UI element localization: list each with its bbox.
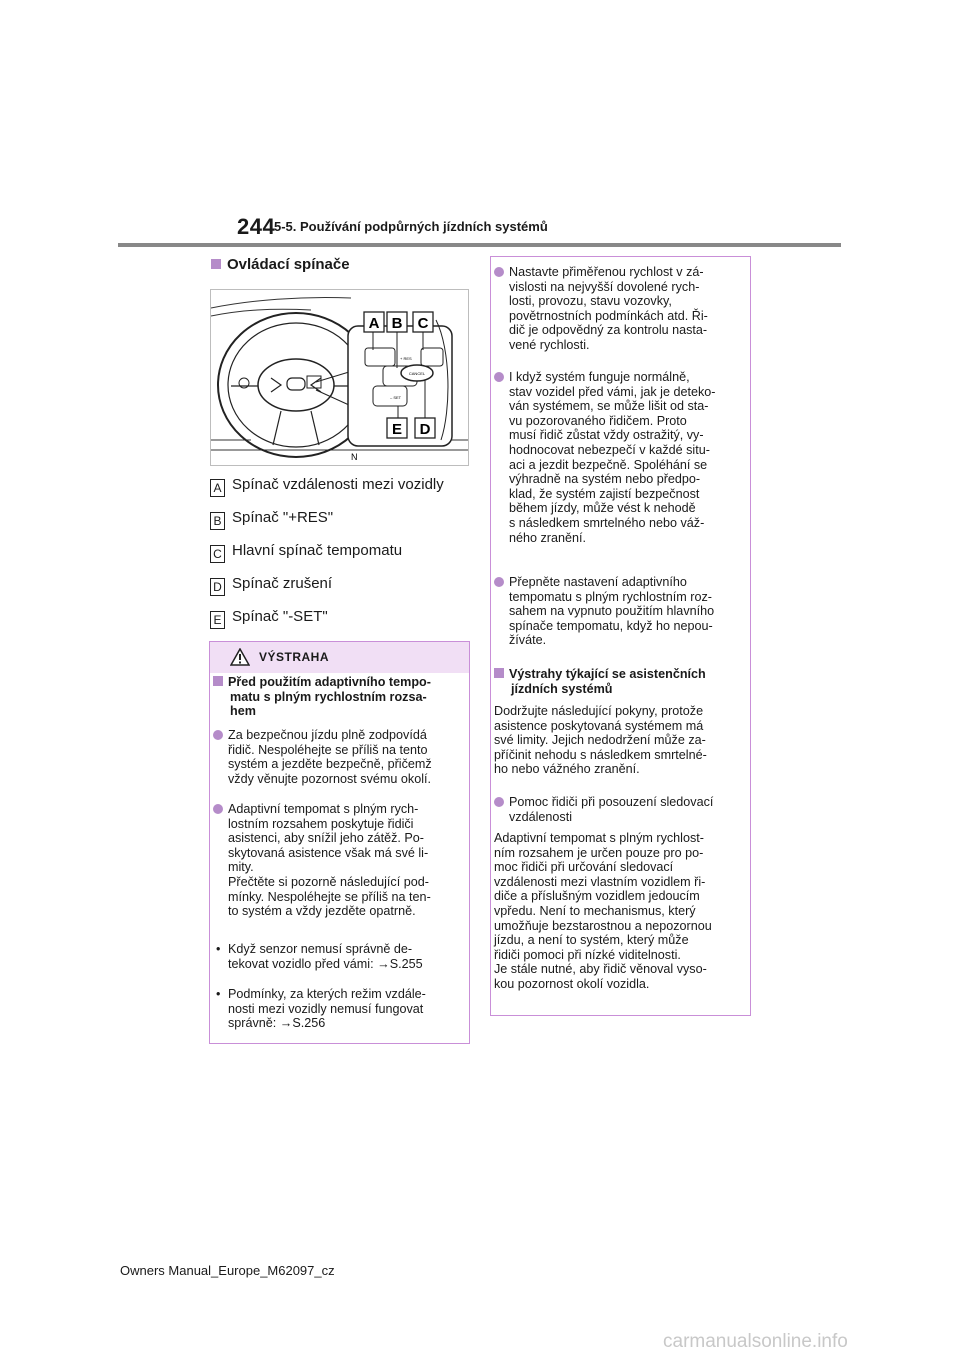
callout-a: A — [368, 315, 380, 332]
round-bullet-icon — [494, 372, 504, 382]
line: Adaptivní tempomat s plným rych- — [228, 802, 419, 816]
square-bullet-icon — [213, 676, 223, 686]
line: řidič. Nespoléhejte se příliš na tento — [228, 742, 428, 757]
line: skytovaná asistence však má své li- — [228, 845, 429, 860]
legend-item-e — [210, 608, 328, 629]
line: I když systém funguje normálně, — [509, 370, 690, 384]
line: Přepněte nastavení adaptivního — [509, 575, 687, 589]
right-bullet-2 — [494, 370, 716, 545]
line: systém a jezděte bezpečně, přičemž — [228, 757, 432, 772]
line: žíváte. — [509, 633, 547, 648]
legend-text: Spínač vzdálenosti mezi vozidly — [232, 476, 444, 493]
line: ván systémem, se může lišit od sta- — [509, 399, 709, 414]
round-bullet-icon — [494, 577, 504, 587]
round-bullet-icon — [213, 730, 223, 740]
right-bullet-3 — [494, 575, 714, 648]
line: vzdálenosti mezi vlastním vozidlem ři- — [494, 874, 706, 889]
line: vené rychlosti. — [509, 337, 590, 352]
line: povětrnostních podmínkách atd. Ři- — [509, 308, 708, 323]
legend-key: D — [210, 578, 225, 596]
page-number: 244 — [237, 214, 276, 239]
line: mínky. Nespoléhejte se příliš na ten- — [228, 889, 431, 904]
section-heading — [211, 256, 350, 273]
warning-subheading — [213, 675, 431, 719]
line: stav vozidel před vámi, jak je deteko- — [509, 384, 716, 399]
line: řidiči pomoci při nízké viditelnosti. — [494, 947, 681, 962]
header-rule — [118, 243, 841, 247]
legend-text: Spínač "+RES" — [232, 509, 334, 526]
right-bullet-1 — [494, 265, 708, 353]
line: Když senzor nemusí správně de- — [228, 942, 413, 956]
line: tekovat vozidlo před vámi: →S.255 — [228, 956, 423, 971]
line: vzdálenosti — [509, 809, 573, 824]
line: spínače tempomatu, když ho nepou- — [509, 618, 713, 633]
legend-item-c — [210, 542, 402, 563]
line: Nastavte přiměřenou rychlost v zá- — [509, 265, 704, 279]
line: jízdních systémů — [511, 681, 613, 696]
legend-text: Spínač "-SET" — [232, 608, 328, 625]
line: Pomoc řidiči při posouzení sledovací — [509, 795, 714, 809]
warning-subitem-2 — [213, 987, 426, 1031]
legend-item-a — [210, 476, 444, 497]
legend-key: B — [210, 512, 225, 530]
line: tempomatu s plným rychlostním roz- — [509, 589, 712, 604]
figure-code: N — [351, 452, 358, 462]
line: diče a příslušným vozidlem jedoucím — [494, 889, 700, 904]
line: Adaptivní tempomat s plným rychlost- — [494, 831, 704, 845]
warning-bullet-1 — [213, 728, 432, 786]
line: matu s plným rychlostním rozsa- — [230, 689, 427, 704]
line: Dodržujte následující pokyny, protože — [494, 704, 704, 718]
line: správně: →S.256 — [228, 1016, 326, 1031]
line: asistenci, aby snížil jeho zátěž. Po- — [228, 831, 424, 846]
warning-triangle-icon — [230, 648, 250, 666]
steering-wheel-illustration — [211, 290, 468, 465]
warning-box — [209, 641, 470, 1044]
warning-bullet-2 — [213, 802, 431, 919]
line: mity. — [228, 860, 254, 875]
line: hodnocovat nebezpečí v každé situ- — [509, 442, 710, 457]
line: Před použitím adaptivního tempo- — [228, 675, 431, 689]
line: moc řidiči při určování sledovací — [494, 860, 674, 875]
heading-text: Ovládací spínače — [227, 256, 350, 273]
line: asistence poskytovaná systémem má — [494, 718, 704, 733]
line: klad, že systém zajistí bezpečnost — [509, 486, 700, 501]
legend-text: Spínač zrušení — [232, 575, 333, 592]
line: lostním rozsahem poskytuje řidiči — [228, 816, 414, 831]
line: ho nebo vážného zranění. — [494, 762, 640, 777]
line: ného zranění. — [509, 530, 587, 545]
right-subheading — [494, 667, 706, 696]
line: aci a jezdit bezpečně. Spoléhání se — [509, 457, 708, 472]
line: příčinit nehodu s následkem smrtelné- — [494, 747, 707, 762]
callout-e: E — [391, 421, 403, 438]
warning-header — [210, 642, 469, 673]
line: vu pozorovaného řidičem. Proto — [509, 413, 687, 428]
callout-c: C — [417, 315, 429, 332]
line: s následkem smrtelného nebo váž- — [509, 515, 705, 530]
footer-text: Owners Manual_Europe_M62097_cz — [120, 1263, 335, 1278]
round-bullet-icon — [494, 267, 504, 277]
callout-d: D — [419, 421, 431, 438]
legend-item-d — [210, 575, 332, 596]
legend-text: Hlavní spínač tempomatu — [232, 542, 403, 559]
line: během jízdy, může vést k nehodě — [509, 501, 696, 516]
res-label: + RES — [400, 356, 412, 361]
section-title: 5-5. Používání podpůrných jízdních systémů — [274, 219, 548, 234]
line: vždy věnujte pozornost svému okolí. — [228, 771, 432, 786]
line: své limity. Jejich nedodržení může za- — [494, 733, 706, 748]
line: Výstrahy týkající se asistenčních — [509, 667, 706, 681]
line: vislosti na nejvyšší dovolené rych- — [509, 279, 700, 294]
cancel-label: CANCEL — [408, 371, 426, 376]
warning-title: VÝSTRAHA — [259, 650, 330, 664]
line: kou pozornost okolí vozidla. — [494, 976, 650, 991]
legend-key: C — [210, 545, 225, 563]
line: musí řidič zůstat vždy ostražitý, vy- — [509, 428, 704, 443]
line: vpředu. Není to mechanismus, který — [494, 903, 696, 918]
line: ním rozsahem je určen pouze pro po- — [494, 845, 704, 860]
steering-switch-figure — [210, 289, 469, 466]
line: Přečtěte si pozorně následující pod- — [228, 874, 429, 889]
set-label: – SET — [390, 395, 402, 400]
watermark: carmanualsonline.info — [663, 1331, 848, 1352]
line: jízdu, a není to systém, který může — [494, 933, 689, 948]
line: Podmínky, za kterých režim vzdále- — [228, 987, 426, 1001]
line: to systém a vždy jezděte opatrně. — [228, 904, 416, 919]
line: Za bezpečnou jízdu plně zodpovídá — [228, 728, 427, 742]
line: hem — [230, 704, 256, 719]
right-bullet-4 — [494, 795, 713, 824]
line: Je stále nutné, aby řidič věnoval vyso- — [494, 962, 707, 977]
line: sahem na vypnuto použitím hlavního — [509, 604, 715, 619]
right-paragraph-2 — [494, 831, 712, 992]
square-bullet-icon — [211, 259, 221, 269]
round-bullet-icon — [213, 804, 223, 814]
right-paragraph-1 — [494, 704, 707, 777]
warning-subitem-1 — [213, 942, 423, 971]
square-bullet-icon — [494, 668, 504, 678]
round-bullet-icon — [494, 797, 504, 807]
caution-box-continued — [490, 256, 751, 1016]
legend-key: E — [210, 611, 225, 629]
callout-b: B — [391, 315, 403, 332]
line: nosti mezi vozidly nemusí fungovat — [228, 1001, 424, 1016]
legend-item-b — [210, 509, 333, 530]
line: dič je odpovědný za kontrolu nasta- — [509, 323, 708, 338]
line: umožňuje bezstarostnou a nepozornou — [494, 918, 712, 933]
line: losti, provozu, stavu vozovky, — [509, 294, 672, 309]
legend-key: A — [210, 479, 225, 497]
line: výhradně na systém nebo předpo- — [509, 472, 701, 487]
